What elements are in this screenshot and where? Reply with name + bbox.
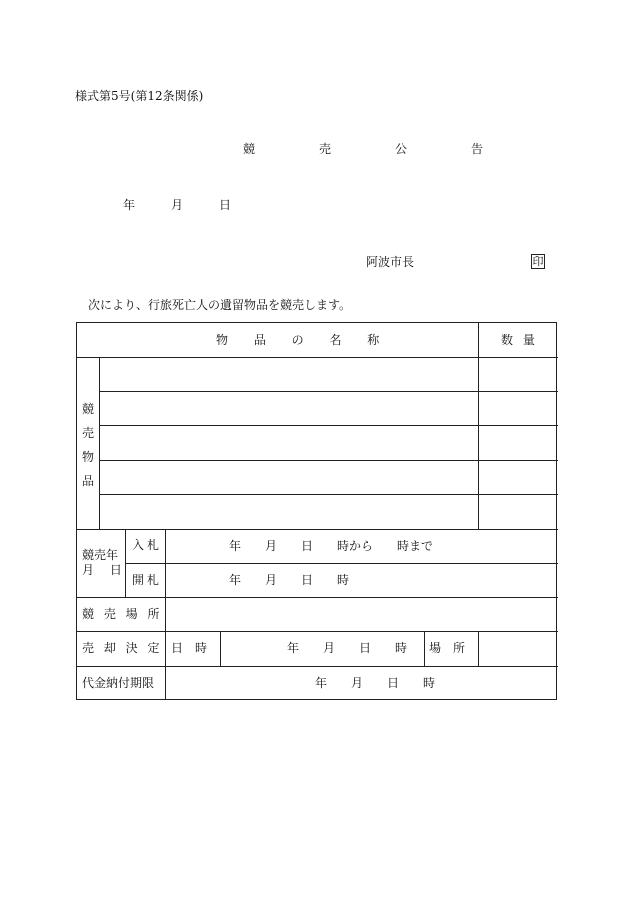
col-header-quantity: 数 量 (501, 333, 538, 347)
bid-label: 入札 (132, 538, 163, 552)
intro-text: 次により、行旅死亡人の遺留物品を競売します。 (88, 298, 352, 312)
page-title: 競 売 公 告 (243, 142, 510, 156)
col-divider (220, 631, 221, 666)
auction-date-label: 競売年 (82, 548, 119, 562)
opening-label: 開札 (132, 573, 163, 587)
col-divider (478, 631, 479, 666)
auction-form-table (76, 322, 557, 700)
row-divider (77, 529, 558, 530)
form-number: 様式第5号(第12条関係) (75, 89, 204, 103)
auction-date-label: 月 日 (82, 563, 128, 577)
decision-datetime: 年 月 日 時 (287, 641, 408, 655)
row-divider (99, 425, 558, 426)
col-header-item-name: 物 品 の 名 称 (216, 333, 386, 347)
issuer-name: 阿波市長 (366, 255, 415, 269)
bid-datetime: 年 月 日 時から 時まで (229, 539, 434, 553)
row-divider (99, 494, 558, 495)
items-label-char: 売 (82, 426, 95, 440)
col-divider (99, 357, 100, 529)
col-divider (165, 529, 166, 700)
col-divider (478, 323, 479, 529)
payment-deadline-label: 代金納付期限 (82, 676, 155, 690)
items-label-char: 物 (82, 450, 95, 464)
row-divider (77, 631, 558, 632)
items-label-char: 品 (82, 474, 95, 488)
row-divider (125, 563, 558, 564)
decision-datetime-label: 日 時 (171, 641, 208, 655)
decision-place-label: 場 所 (429, 641, 466, 655)
row-divider (77, 666, 558, 667)
opening-datetime: 年 月 日 時 (229, 573, 350, 587)
row-divider (99, 391, 558, 392)
row-divider (77, 597, 558, 598)
seal-mark: 印 (532, 255, 544, 268)
sale-decision-label: 売 却 決 定 (82, 641, 163, 655)
payment-deadline-datetime: 年 月 日 時 (315, 676, 436, 690)
auction-place-label: 競 売 場 所 (82, 607, 163, 621)
date-line: 年 月 日 (123, 198, 244, 212)
col-divider (424, 631, 425, 666)
items-label-char: 競 (82, 402, 95, 416)
row-divider (99, 460, 558, 461)
row-divider (77, 357, 558, 358)
